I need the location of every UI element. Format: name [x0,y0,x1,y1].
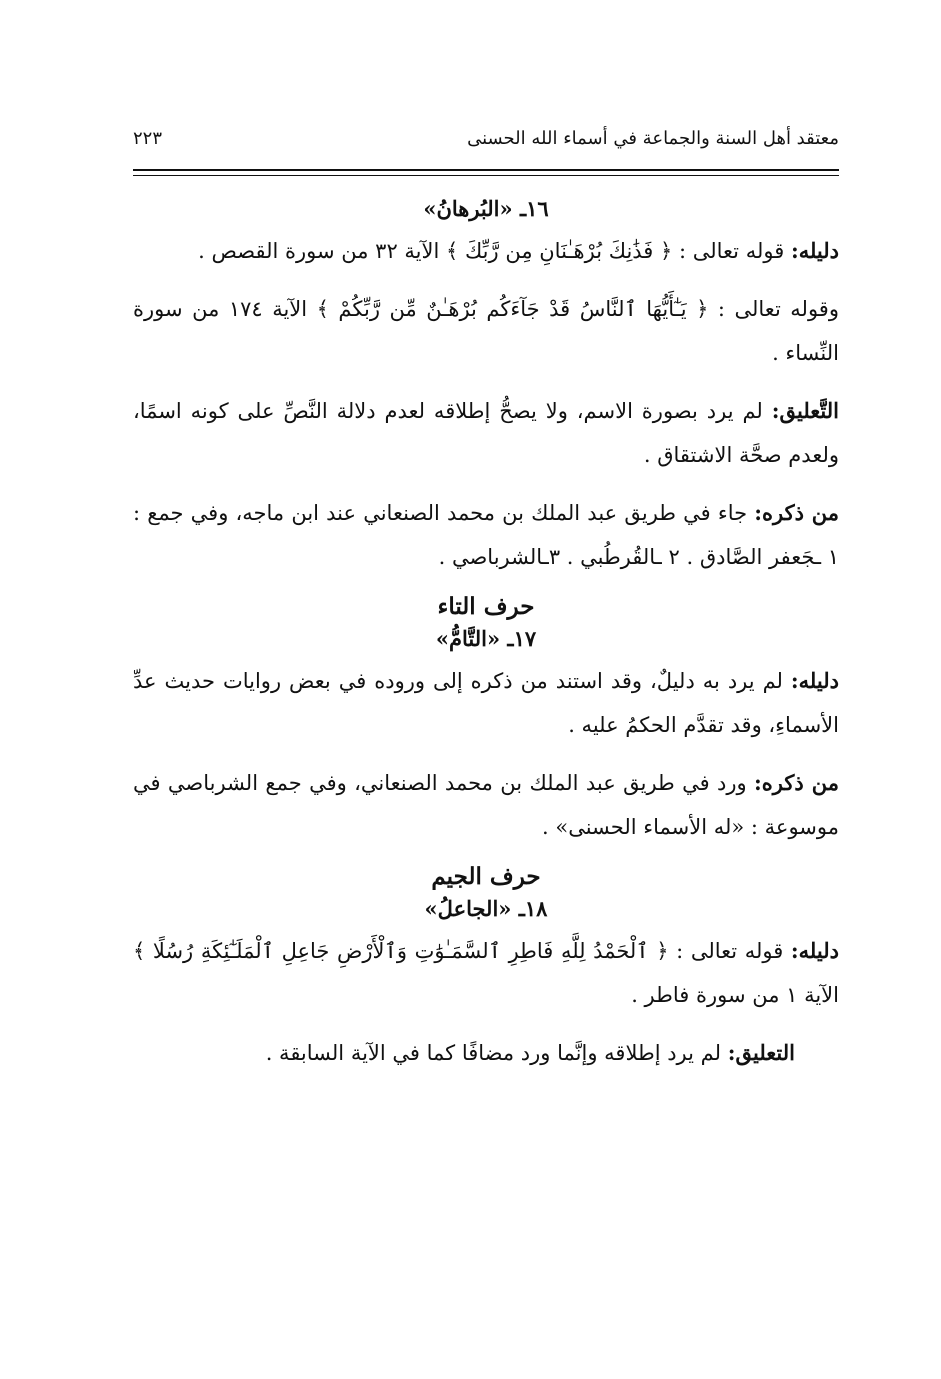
paragraph-text: لم يرد بصورة الاسم، ولا يصحُّ إطلاقه لعدم دلالة النَّصِّ على كونه اسمًا، ولعدم صحَّة الاشتقاق . [133,399,839,467]
paragraph-label: التَّعليق: [771,398,839,423]
paragraph [133,1031,839,1075]
paragraph-text: جاء في طريق عبد الملك بن محمد الصنعاني عند ابن ماجه، وفي جمع : ١ ـجَعفر الصَّادق . ٢ ـالقُرطُبي . ٣ـالشرباصي . [133,501,839,569]
paragraph-text: لم يرد إطلاقه وإنَّما ورد مضافًا كما في الآية السابقة . [265,1041,722,1065]
paragraph-label: دليله: [790,238,839,263]
entry-title: ١٧ـ «التَّامُّ» [435,626,537,651]
paragraph-text: قوله تعالى : ﴿ فَذَٰنِكَ بُرْهَـٰنَانِ مِن رَّبِّكَ ﴾ الآية ٣٢ من سورة القصص . [198,239,785,263]
paragraph [133,761,839,849]
paragraph [133,929,839,1017]
section-title: حرف الجيم [431,863,541,890]
paragraph-label: من ذكره: [754,500,839,525]
header-rule-thin [133,175,839,176]
paragraph-text: وقوله تعالى : ﴿ يَـٰٓأَيُّهَا ٱلنَّاسُ قَدْ جَآءَكُم بُرْهَـٰنٌ مِّن رَّبِّكُمْ ﴾ الآية ١٧٤ من سورة النِّساء . [133,297,839,365]
paragraph-label: دليله: [790,668,839,693]
entry-title: ١٨ـ «الجاعلُ» [424,896,548,921]
page-number: ٢٢٣ [133,128,163,149]
paragraph [133,659,839,747]
paragraph-text: ورد في طريق عبد الملك بن محمد الصنعاني، وفي جمع الشرباصي في موسوعة : «له الأسماء الحسنى» . [133,771,839,839]
entry-title: ١٦ـ «البُرهانُ» [423,196,549,221]
paragraph [133,389,839,477]
section-title: حرف التاء [437,593,535,620]
running-title: معتقد أهل السنة والجماعة في أسماء الله الحسنى [467,128,839,149]
paragraph [133,287,839,375]
paragraph-label: من ذكره: [754,770,839,795]
page-content [133,192,839,1089]
paragraph [133,229,839,273]
header-rule-thick [133,169,839,171]
paragraph-label: دليله: [790,938,839,963]
paragraph-text: لم يرد به دليلٌ، وقد استند من ذكره إلى وروده في بعض روايات حديث عدِّ الأسماءِ، وقد تقدَّم الحكمُ عليه . [133,669,839,737]
paragraph [133,491,839,579]
running-header [133,128,839,149]
paragraph-text: قوله تعالى : ﴿ ٱلْحَمْدُ لِلَّهِ فَاطِرِ ٱلسَّمَـٰوَٰتِ وَٱلْأَرْضِ جَاعِلِ ٱلْمَلَـٰٓئِكَةِ رُسُلًا ﴾ الآية ١ من سورة فاطر . [133,939,839,1007]
paragraph-label: التعليق: [727,1040,795,1065]
